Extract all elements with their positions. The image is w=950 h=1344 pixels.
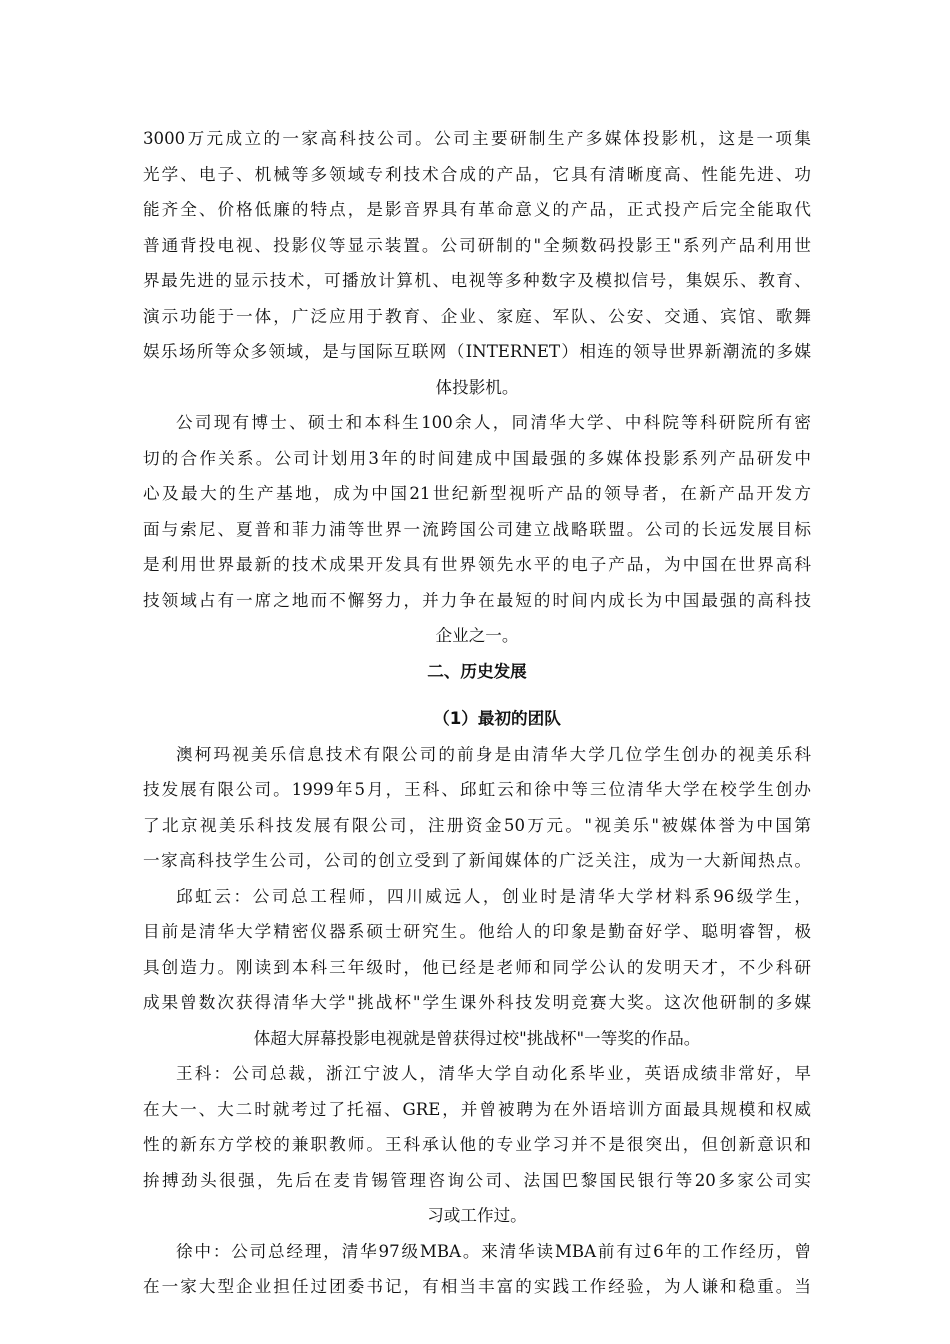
text-line: 面与索尼、夏普和菲力浦等世界一流跨国公司建立战略联盟。公司的长远发展目标 — [143, 519, 811, 539]
text-line: 技发展有限公司。1999年5月，王科、邱虹云和徐中等三位清华大学在校学生创办 — [143, 780, 811, 799]
text-line: 徐中：公司总经理，清华97级MBA。来清华读MBA前有过6年的工作经历，曾 — [176, 1241, 811, 1261]
text-line: 体超大屏幕投影电视就是曾获得过校"挑战杯"一等奖的作品。 — [253, 1028, 701, 1048]
text-line: 技领域占有一席之地而不懈努力，并力争在最短的时间内成长为中国最强的高科技 — [143, 590, 811, 610]
text-line: 了北京视美乐科技发展有限公司，注册资金50万元。"视美乐"被媒体誉为中国第 — [143, 815, 811, 835]
text-line: 性的新东方学校的兼职教师。王科承认他的专业学习并不是很突出，但创新意识和 — [143, 1135, 811, 1154]
text-line: 体投影机。 — [435, 377, 519, 397]
intro-paragraph — [143, 121, 811, 405]
text-line: 具创造力。刚读到本科三年级时，他已经是老师和同学公认的发明天才，不少科研 — [143, 957, 811, 977]
text-line: 演示功能于一体，广泛应用于教育、企业、家庭、军队、公安、交通、宾馆、歌舞 — [143, 306, 811, 326]
text-line: 公司现有博士、硕士和本科生100余人，同清华大学、中科院等科研院所有密 — [176, 413, 811, 432]
staff-paragraph — [143, 405, 811, 654]
qiu-hongyun-paragraph — [143, 879, 811, 1057]
section-heading: 二、历史发展 — [427, 661, 527, 681]
wang-ke-paragraph — [143, 1056, 811, 1234]
text-line: 切的合作关系。公司计划用3年的时间建成中国最强的多媒体投影系列产品研发中 — [143, 448, 811, 468]
origin-paragraph — [143, 737, 811, 879]
text-line: 能齐全、价格低廉的特点，是影音界具有革命意义的产品，正式投产后完全能取代 — [143, 200, 811, 219]
text-line: 邱虹云：公司总工程师，四川威远人，创业时是清华大学材料系96级学生， — [176, 886, 811, 906]
document-page — [143, 121, 811, 1305]
text-line: 目前是清华大学精密仪器系硕士研究生。他给人的印象是勤奋好学、聪明睿智，极 — [143, 922, 811, 941]
text-line: 一家高科技学生公司，公司的创立受到了新闻媒体的广泛关注，成为一大新闻热点。 — [143, 851, 811, 870]
subsection-heading: （1）最初的团队 — [433, 709, 561, 728]
text-line: 是利用世界最新的技术成果开发具有世界领先水平的电子产品，为中国在世界高科 — [143, 555, 811, 574]
text-line: 王科：公司总裁，浙江宁波人，清华大学自动化系毕业，英语成绩非常好，早 — [176, 1064, 811, 1083]
text-line: 习或工作过。 — [427, 1206, 527, 1225]
text-line: 普通背投电视、投影仪等显示装置。公司研制的"全频数码投影王"系列产品利用世 — [143, 235, 811, 255]
text-line: 拚搏劲头很强，先后在麦肯锡管理咨询公司、法国巴黎国民银行等20多家公司实 — [143, 1170, 811, 1190]
text-line: 心及最大的生产基地，成为中国21世纪新型视听产品的领导者，在新产品开发方 — [143, 484, 811, 503]
text-line: 在一家大型企业担任过团委书记，有相当丰富的实践工作经验，为人谦和稳重。当 — [143, 1277, 811, 1296]
text-line: 在大一、大二时就考过了托福、GRE，并曾被聘为在外语培训方面最具规模和权威 — [143, 1099, 811, 1119]
text-line: 澳柯玛视美乐信息技术有限公司的前身是由清华大学几位学生创办的视美乐科 — [176, 744, 811, 764]
text-line: 光学、电子、机械等多领域专利技术合成的产品，它具有清晰度高、性能先进、功 — [143, 164, 811, 184]
xu-zhong-paragraph — [143, 1234, 811, 1305]
text-line: 3000万元成立的一家高科技公司。公司主要研制生产多媒体投影机，这是一项集 — [143, 129, 811, 148]
text-line: 界最先进的显示技术，可播放计算机、电视等多种数字及模拟信号，集娱乐、教育、 — [143, 271, 811, 290]
text-line: 企业之一。 — [435, 626, 519, 645]
text-line: 娱乐场所等众多领域，是与国际互联网（INTERNET）相连的领导世界新潮流的多媒 — [143, 342, 811, 361]
text-line: 成果曾数次获得清华大学"挑战杯"学生课外科技发明竞赛大奖。这次他研制的多媒 — [143, 993, 811, 1012]
